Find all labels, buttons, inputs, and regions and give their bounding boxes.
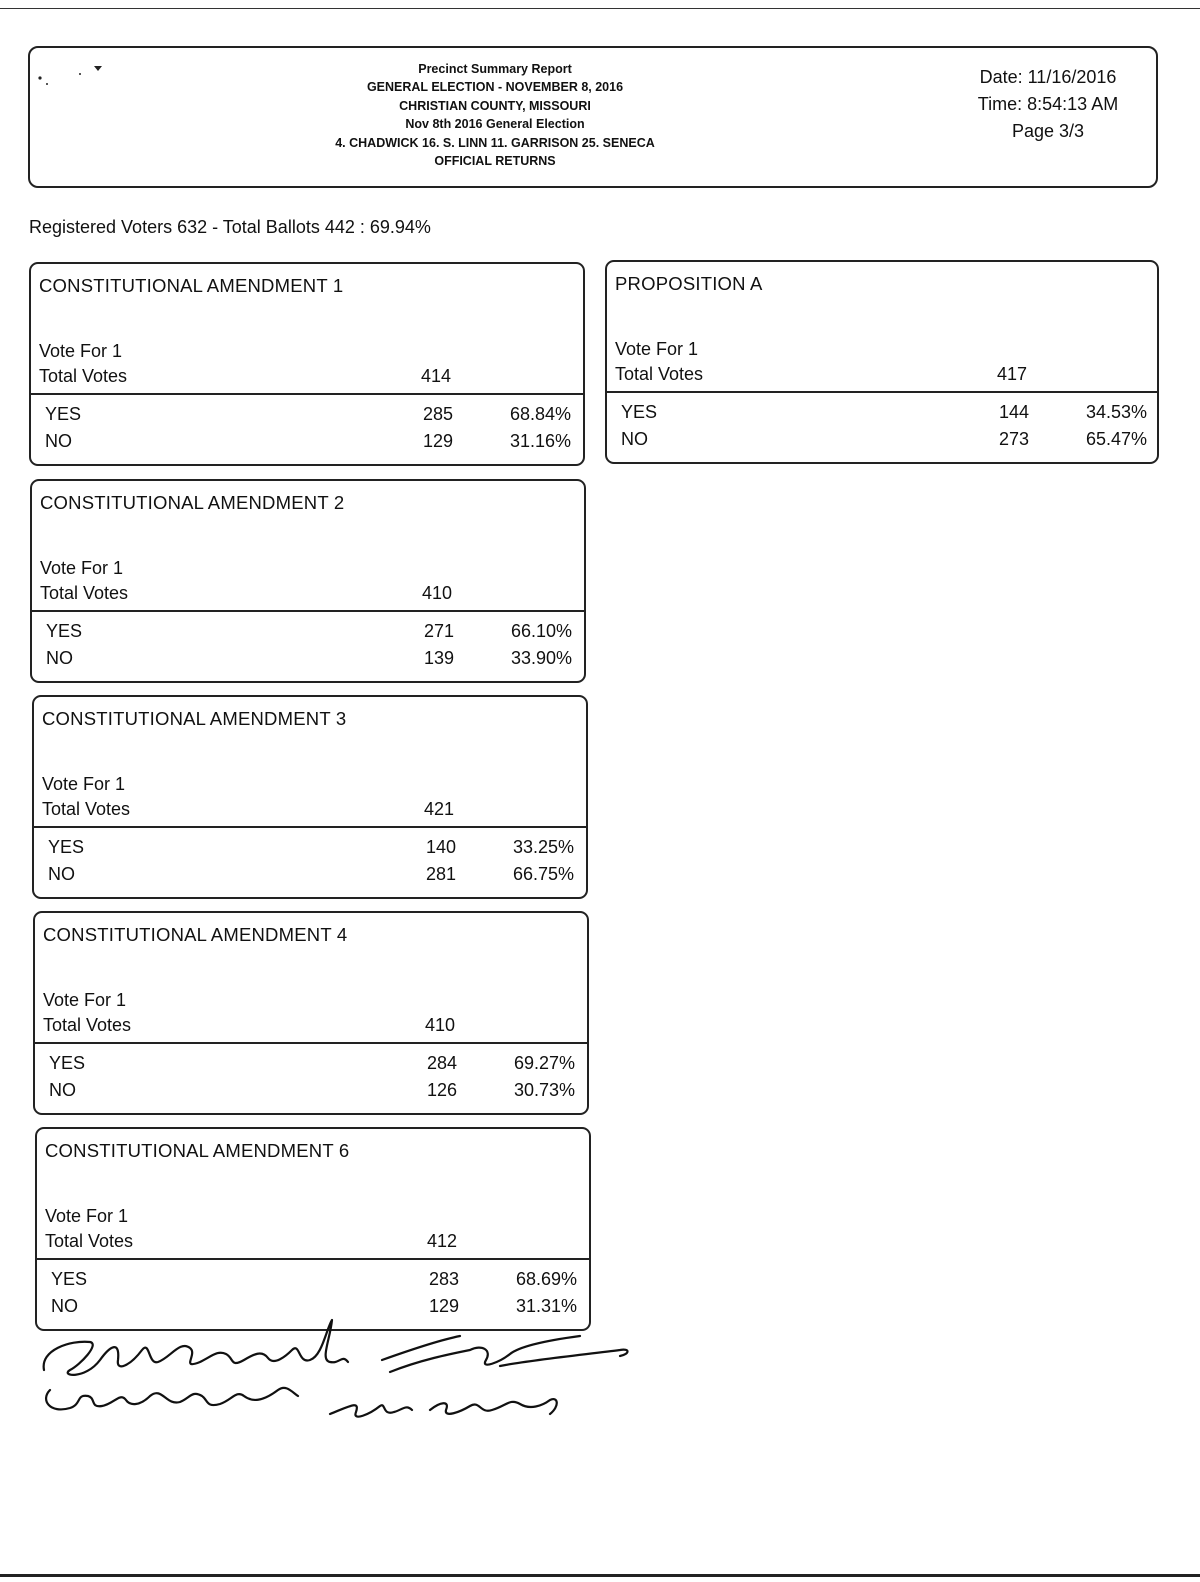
choice-votes: 144 xyxy=(998,402,1029,422)
choice-row-no xyxy=(607,429,1157,455)
choice-row-no xyxy=(32,648,584,674)
choice-votes: 129 xyxy=(428,1296,459,1316)
returns-type: OFFICIAL RETURNS xyxy=(434,154,556,169)
choice-percent: 65.47% xyxy=(1085,429,1147,449)
choice-label: YES xyxy=(45,404,82,424)
page-number: Page 3/3 xyxy=(1011,121,1085,141)
report-title-block xyxy=(260,60,730,170)
vote-for: Vote For 1 xyxy=(43,990,127,1010)
vote-for: Vote For 1 xyxy=(40,558,124,578)
choice-percent: 68.84% xyxy=(509,404,571,424)
total-votes-value: 417 xyxy=(996,364,1027,384)
choice-percent: 68.69% xyxy=(515,1269,577,1289)
election-name: GENERAL ELECTION - NOVEMBER 8, 2016 xyxy=(366,80,624,95)
total-votes-value: 410 xyxy=(421,583,452,603)
total-votes-label: Total Votes xyxy=(45,1231,134,1251)
divider xyxy=(607,391,1157,393)
report-meta xyxy=(948,64,1148,145)
total-votes-value: 412 xyxy=(426,1231,457,1251)
choice-row-yes xyxy=(37,1269,589,1295)
vote-for: Vote For 1 xyxy=(45,1206,129,1226)
choice-label: NO xyxy=(49,1080,76,1100)
choice-row-yes xyxy=(31,404,583,430)
contest-box xyxy=(29,262,585,466)
choice-percent: 33.90% xyxy=(510,648,572,668)
choice-label: NO xyxy=(48,864,75,884)
contest-box xyxy=(30,479,586,683)
choice-votes: 126 xyxy=(426,1080,457,1100)
choice-percent: 31.31% xyxy=(515,1296,577,1316)
choice-row-no xyxy=(31,431,583,457)
total-votes-label: Total Votes xyxy=(43,1015,132,1035)
divider xyxy=(37,1258,589,1260)
contest-box xyxy=(32,695,588,899)
vote-for: Vote For 1 xyxy=(42,774,126,794)
choice-votes: 271 xyxy=(423,621,454,641)
choice-label: NO xyxy=(46,648,73,668)
choice-row-yes xyxy=(34,837,586,863)
choice-votes: 284 xyxy=(426,1053,457,1073)
divider xyxy=(34,826,586,828)
total-votes-label: Total Votes xyxy=(615,364,704,384)
choice-label: YES xyxy=(46,621,83,641)
choice-label: YES xyxy=(48,837,85,857)
choice-votes: 129 xyxy=(422,431,453,451)
choice-votes: 281 xyxy=(425,864,456,884)
choice-label: NO xyxy=(45,431,72,451)
contest-box xyxy=(605,260,1159,464)
choice-label: NO xyxy=(51,1296,78,1316)
choice-votes: 283 xyxy=(428,1269,459,1289)
choice-row-yes xyxy=(607,402,1157,428)
choice-percent: 30.73% xyxy=(513,1080,575,1100)
precinct-list: 4. CHADWICK 16. S. LINN 11. GARRISON 25. SENECA xyxy=(335,135,655,150)
vote-for: Vote For 1 xyxy=(39,341,123,361)
choice-votes: 140 xyxy=(425,837,456,857)
choice-row-no xyxy=(35,1080,587,1106)
total-votes-value: 410 xyxy=(424,1015,455,1035)
total-votes-label: Total Votes xyxy=(40,583,129,603)
choice-percent: 69.27% xyxy=(513,1053,575,1073)
contest-title: CONSTITUTIONAL AMENDMENT 4 xyxy=(43,924,348,945)
contest-box xyxy=(35,1127,591,1331)
scan-specks xyxy=(34,56,114,96)
choice-row-no xyxy=(34,864,586,890)
vote-for: Vote For 1 xyxy=(615,339,699,359)
report-time: Time: 8:54:13 AM xyxy=(977,94,1119,114)
county-name: CHRISTIAN COUNTY, MISSOURI xyxy=(399,98,591,113)
choice-row-yes xyxy=(35,1053,587,1079)
choice-percent: 66.75% xyxy=(512,864,574,884)
turnout-summary: Registered Voters 632 - Total Ballots 442 : 69.94% xyxy=(29,217,431,237)
divider xyxy=(35,1042,587,1044)
choice-row-yes xyxy=(32,621,584,647)
contest-title: PROPOSITION A xyxy=(615,273,763,294)
choice-percent: 66.10% xyxy=(510,621,572,641)
report-title: Precinct Summary Report xyxy=(418,62,572,76)
total-votes-value: 414 xyxy=(420,366,451,386)
choice-votes: 273 xyxy=(998,429,1029,449)
choice-label: YES xyxy=(51,1269,88,1289)
choice-votes: 285 xyxy=(422,404,453,424)
choice-percent: 31.16% xyxy=(509,431,571,451)
report-header xyxy=(28,46,1158,188)
election-subtitle: Nov 8th 2016 General Election xyxy=(405,117,585,132)
choice-label: YES xyxy=(49,1053,86,1073)
contest-title: CONSTITUTIONAL AMENDMENT 1 xyxy=(39,275,344,296)
page-bottom-edge xyxy=(0,1574,1200,1577)
divider xyxy=(31,393,583,395)
contest-title: CONSTITUTIONAL AMENDMENT 3 xyxy=(42,708,347,729)
choice-votes: 139 xyxy=(423,648,454,668)
choice-percent: 33.25% xyxy=(512,837,574,857)
total-votes-label: Total Votes xyxy=(42,799,131,819)
choice-percent: 34.53% xyxy=(1085,402,1147,422)
choice-label: YES xyxy=(621,402,658,422)
page-top-edge xyxy=(0,8,1200,9)
handwritten-signatures xyxy=(30,1310,650,1430)
contest-title: CONSTITUTIONAL AMENDMENT 2 xyxy=(40,492,345,513)
contest-title: CONSTITUTIONAL AMENDMENT 6 xyxy=(45,1140,350,1161)
choice-label: NO xyxy=(621,429,648,449)
divider xyxy=(32,610,584,612)
contest-box xyxy=(33,911,589,1115)
total-votes-label: Total Votes xyxy=(39,366,128,386)
report-date: Date: 11/16/2016 xyxy=(979,67,1117,87)
total-votes-value: 421 xyxy=(423,799,454,819)
